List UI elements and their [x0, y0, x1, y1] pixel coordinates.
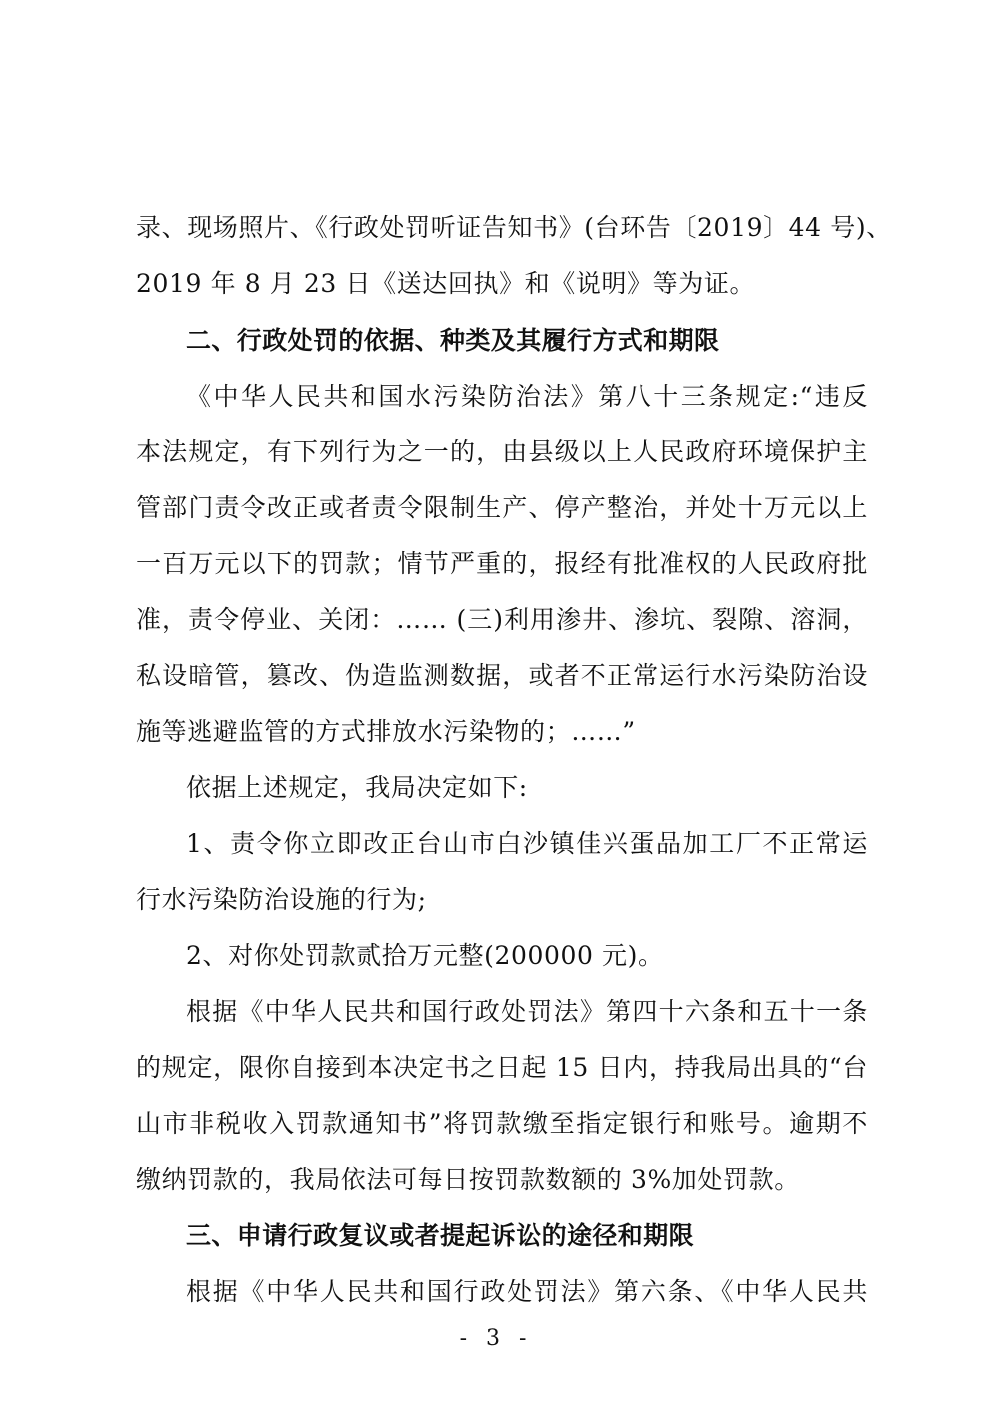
- paragraph-line: 录、现场照片、《行政处罚听证告知书》(台环告〔2019〕44 号)、: [136, 213, 892, 242]
- paragraph-line: 本法规定，有下列行为之一的，由县级以上人民政府环境保护主: [136, 437, 868, 466]
- paragraph-line: 私设暗管，篡改、伪造监测数据，或者不正常运行水污染防治设: [136, 661, 868, 690]
- paragraph-line: 《中华人民共和国水污染防治法》第八十三条规定:“违反: [186, 382, 868, 411]
- paragraph-line: 根据《中华人民共和国行政处罚法》第四十六条和五十一条: [186, 997, 868, 1026]
- section-heading: 二、行政处罚的依据、种类及其履行方式和期限: [186, 326, 720, 355]
- paragraph-line: 山市非税收入罚款通知书”将罚款缴至指定银行和账号。逾期不: [136, 1109, 868, 1138]
- paragraph-line: 行水污染防治设施的行为;: [136, 885, 427, 914]
- paragraph-line: 依据上述规定，我局决定如下:: [186, 773, 528, 802]
- paragraph-line: 的规定，限你自接到本决定书之日起 15 日内，持我局出具的“台: [136, 1053, 868, 1082]
- paragraph-line: 施等逃避监管的方式排放水污染物的；……”: [136, 717, 636, 746]
- paragraph-line: 一百万元以下的罚款；情节严重的，报经有批准权的人民政府批: [136, 549, 868, 578]
- paragraph-line: 缴纳罚款的，我局依法可每日按罚款数额的 3%加处罚款。: [136, 1165, 800, 1194]
- paragraph-line: 管部门责令改正或者责令限制生产、停产整治，并处十万元以上: [136, 493, 868, 522]
- section-heading: 三、申请行政复议或者提起诉讼的途径和期限: [186, 1221, 695, 1250]
- paragraph-line: 根据《中华人民共和国行政处罚法》第六条、《中华人民共: [186, 1277, 868, 1306]
- paragraph-line: 准，责令停业、关闭：…… (三)利用渗井、渗坑、裂隙、溶洞，: [136, 605, 868, 634]
- page-number: - 3 -: [459, 1326, 533, 1351]
- paragraph-line: 1、责令你立即改正台山市白沙镇佳兴蛋品加工厂不正常运: [186, 829, 868, 858]
- paragraph-line: 2、对你处罚款贰拾万元整(200000 元)。: [186, 941, 664, 970]
- paragraph-line: 2019 年 8 月 23 日《送达回执》和《说明》等为证。: [136, 269, 756, 298]
